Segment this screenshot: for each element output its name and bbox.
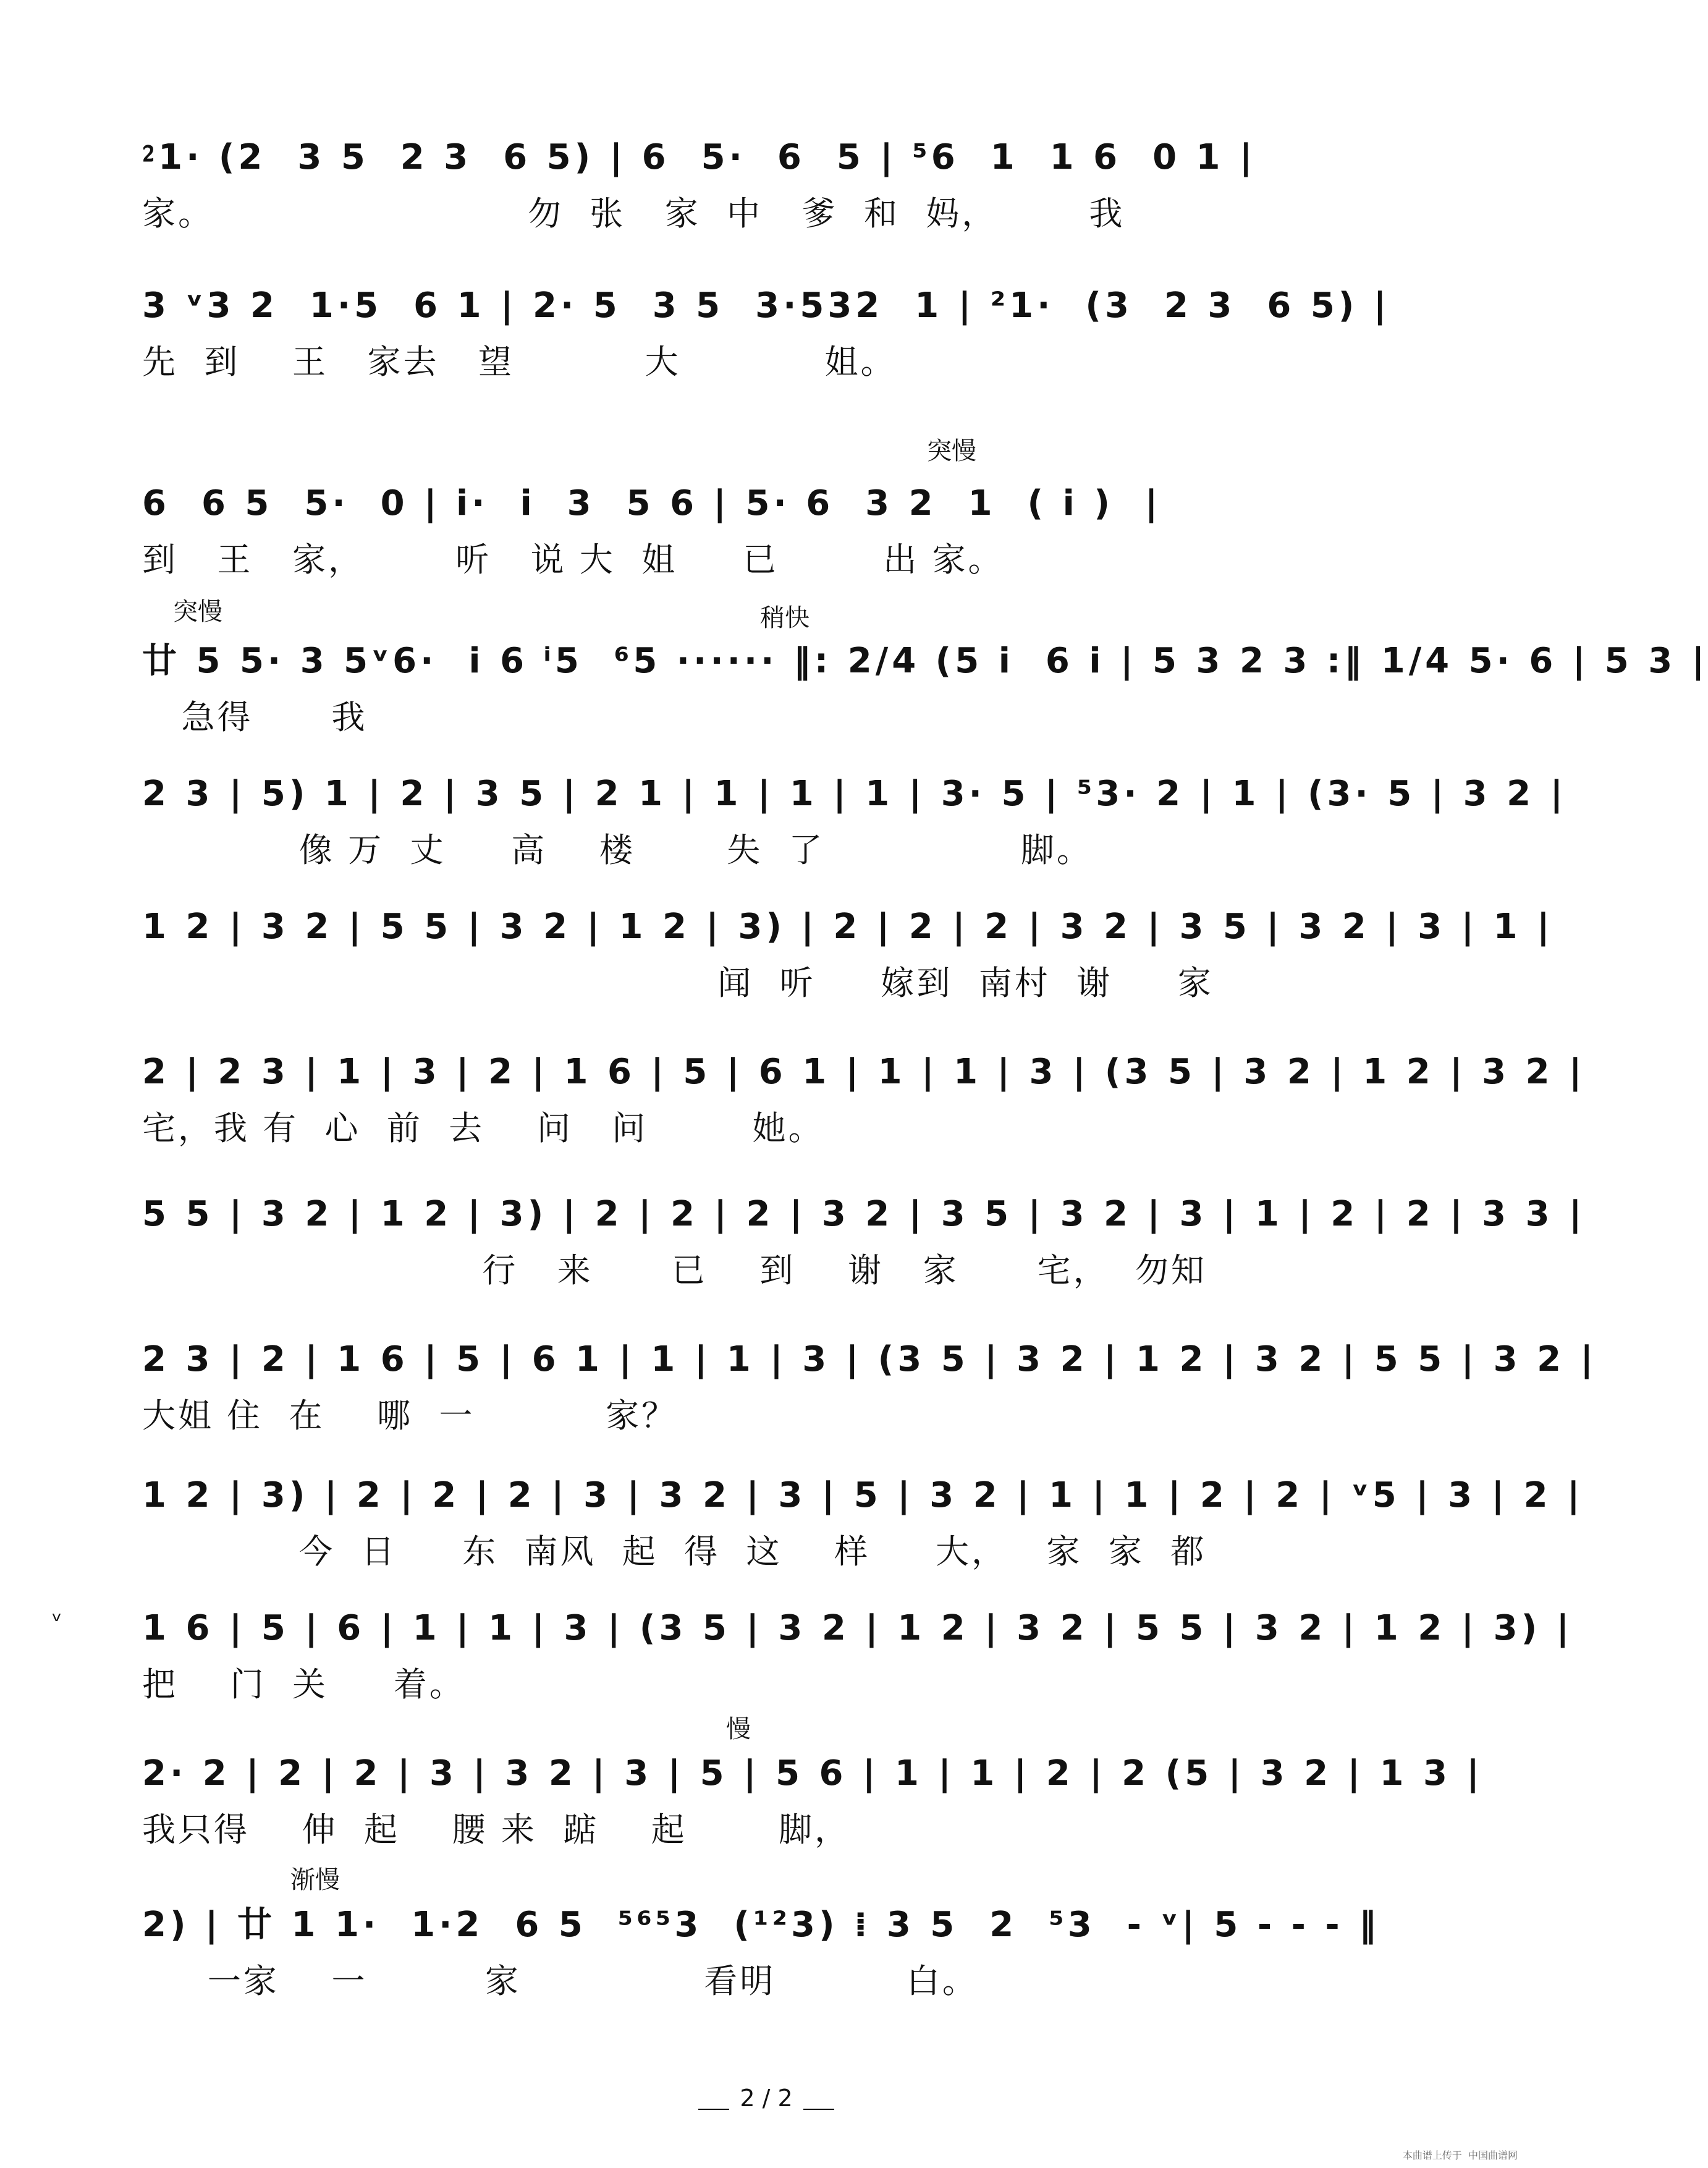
score-system-2: [142, 278, 1403, 402]
score-system-11: [142, 1601, 1573, 1724]
notation-line: ⁲1· (2 3 5 2 3 6 5) | 6 5· 6 5 | ⁵6 1 1 6 0 1 |: [142, 137, 1256, 177]
tempo-mark: 慢: [726, 1715, 751, 1743]
tempo-mark: 渐慢: [290, 1866, 340, 1894]
lyrics-line: 一家 一 家 看明 白。: [142, 1962, 978, 2001]
notation-line: 1 2 | 3 2 | 5 5 | 3 2 | 1 2 | 3) | 2 | 2 | 2 | 3 2 | 3 5 | 3 2 | 3 | 1 |: [142, 907, 1554, 947]
notation-line: 1 6 | 5 | 6 | 1 | 1 | 3 | (3 5 | 3 2 | 1 2 | 3 2 | 5 5 | 3 2 | 1 2 | 3) |: [142, 1608, 1573, 1648]
lyrics-line: 闻 听 嫁到 南村 谢 家: [142, 963, 1214, 1002]
notation-line: 6 6 5 5· 0 | i· i 3 5 6 | 5· 6 3 2 1 ( i ) |: [142, 483, 1162, 523]
lyrics-line: 大姐 住 在 哪 一 家？: [142, 1396, 678, 1435]
breath-mark: ᵛ: [52, 1607, 62, 1635]
score-system-7: [142, 1044, 1586, 1168]
notation-line: 5 5 | 3 2 | 1 2 | 3) | 2 | 2 | 2 | 3 2 | 3 5 | 3 2 | 3 | 1 | 2 | 2 | 3 3 |: [142, 1194, 1586, 1234]
notation-line: 2 3 | 2 | 1 6 | 5 | 6 1 | 1 | 1 | 3 | (3 5 | 3 2 | 1 2 | 3 2 | 5 5 | 3 2 |: [142, 1339, 1597, 1379]
score-system-12: [142, 1746, 1483, 1869]
score-system-6: [142, 899, 1554, 1023]
score-system-4: [142, 633, 1708, 757]
notation-line: 3 ᵛ3 2 1·5 6 1 | 2· 5 3 5 3·532 1 | ²1· (3 2 3 6 5) |: [142, 286, 1390, 326]
lyrics-line: 先 到 王 家去 望 大 姐。: [142, 342, 897, 381]
lyrics-line: 急得 我: [142, 698, 368, 737]
watermark: 本曲谱上传于 中国曲谱网: [1402, 2149, 1518, 2161]
notation-line: 2· 2 | 2 | 2 | 3 | 3 2 | 3 | 5 | 5 6 | 1 | 1 | 2 | 2 (5 | 3 2 | 1 3 |: [142, 1753, 1483, 1793]
score-system-8: [142, 1187, 1586, 1310]
score-system-3: [142, 476, 1403, 599]
score-system-5: [142, 766, 1567, 890]
tempo-mark: 稍快: [760, 604, 810, 632]
lyrics-line: 像 万 丈 高 楼 失 了 脚。: [142, 831, 1093, 870]
lyrics-line: 我只得 伸 起 腰 来 踮 起 脚，: [142, 1810, 850, 1849]
score-system-1: [142, 130, 1403, 253]
tempo-mark: 突慢: [173, 598, 222, 626]
score-system-13: [142, 1897, 1403, 2021]
notation-line: 2 | 2 3 | 1 | 3 | 2 | 1 6 | 5 | 6 1 | 1 | 1 | 3 | (3 5 | 3 2 | 1 2 | 3 2 |: [142, 1052, 1586, 1092]
score-system-10: [142, 1468, 1584, 1591]
notation-line: 2 3 | 5) 1 | 2 | 3 5 | 2 1 | 1 | 1 | 1 | 3· 5 | ⁵3· 2 | 1 | (3· 5 | 3 2 |: [142, 774, 1567, 814]
lyrics-line: 家。 勿 张 家 中 爹 和 妈， 我: [142, 194, 1125, 233]
score-system-9: [142, 1332, 1597, 1455]
lyrics-line: 行 来 已 到 谢 家 宅， 勿知: [142, 1251, 1207, 1290]
lyrics-line: 今 日 东 南风 起 得 这 样 大， 家 家 都: [142, 1532, 1207, 1571]
notation-line: 1 2 | 3) | 2 | 2 | 2 | 3 | 3 2 | 3 | 5 | 3 2 | 1 | 1 | 2 | 2 | ᵛ5 | 3 | 2 |: [142, 1475, 1584, 1515]
notation-line: 2) | 廿 1 1· 1·2 6 5 ⁵⁶⁵3 (¹²3) ⁞ 3 5 2 ⁵3 - ᵛ| 5 - - - ‖: [142, 1905, 1380, 1945]
tempo-mark: 突慢: [927, 437, 976, 465]
notation-line: 廿 5 5· 3 5ᵛ6· i 6 ⁱ5 ⁶5 ······ ‖: 2/4 (5 i 6 i | 5 3 2 3 :‖ 1/4 5· 6 | 5 3 |: [142, 641, 1708, 681]
lyrics-line: 宅，我 有 心 前 去 问 问 她。: [142, 1109, 824, 1148]
page-number: 2 / 2: [704, 2083, 828, 2114]
lyrics-line: 到 王 家， 听 说 大 姐 已 出 家。: [142, 540, 1004, 579]
lyrics-line: 把 门 关 着。: [142, 1665, 465, 1704]
